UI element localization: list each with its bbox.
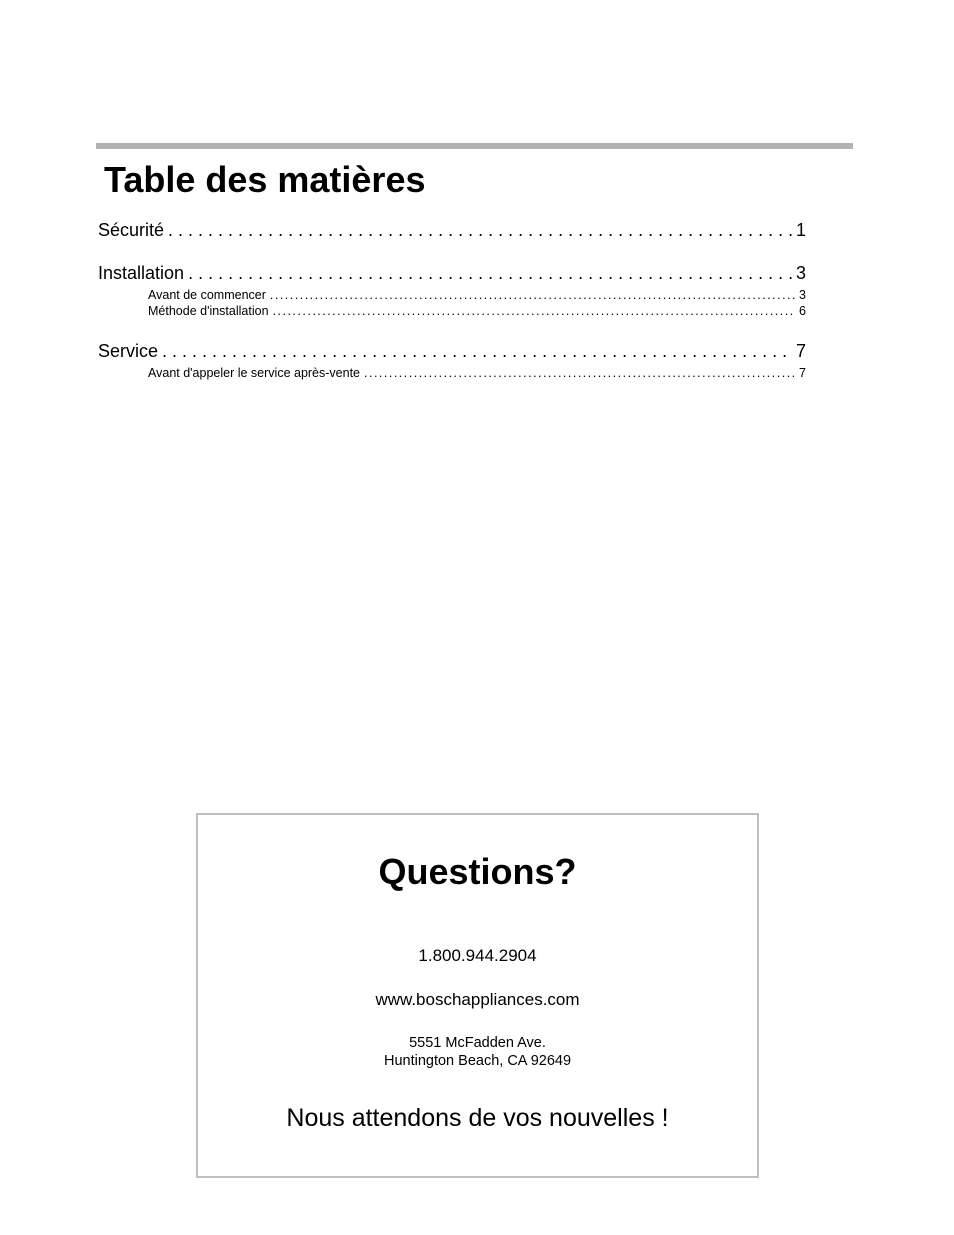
- page-title: Table des matières: [104, 159, 426, 200]
- dot-leader: [270, 288, 795, 303]
- toc-entry-page: 7: [795, 341, 806, 361]
- toc-subentry-page: 7: [799, 366, 806, 380]
- toc-subentry-methode-installation[interactable]: [148, 304, 806, 319]
- toc-entry-page: 3: [795, 263, 806, 283]
- toc-subentry-page: 6: [799, 304, 806, 318]
- questions-box: [196, 813, 759, 1178]
- dot-leader: [188, 262, 792, 284]
- toc-entry-label: Service: [98, 341, 159, 361]
- address-line-1: 5551 McFadden Ave.: [409, 1035, 546, 1051]
- toc-subentry-label: Avant de commencer: [148, 288, 266, 302]
- toc-subentry-label: Avant d'appeler le service après-vente: [148, 366, 360, 380]
- dot-leader: [364, 366, 795, 381]
- address-line-2: Huntington Beach, CA 92649: [383, 1053, 572, 1069]
- toc-subentry-label: Méthode d'installation: [148, 304, 269, 318]
- toc-entry-label: Sécurité: [98, 220, 165, 240]
- dot-leader: [162, 340, 792, 362]
- toc-subentry-page: 3: [799, 288, 806, 302]
- closing-message: Nous attendons de vos nouvelles !: [286, 1104, 669, 1132]
- toc-subentry-avant-de-commencer[interactable]: [148, 288, 806, 303]
- toc-subentry-avant-dappeler[interactable]: [148, 366, 806, 381]
- toc-entry-label: Installation: [98, 263, 185, 283]
- website-url: www.boschappliances.com: [375, 990, 580, 1009]
- toc-entry-installation[interactable]: [98, 262, 806, 284]
- dot-leader: [168, 219, 792, 241]
- top-divider: [96, 143, 853, 149]
- dot-leader: [273, 304, 796, 319]
- toc-entry-securite[interactable]: [98, 219, 806, 241]
- toc-entry-service[interactable]: [98, 340, 806, 362]
- toc-entry-page: 1: [795, 220, 806, 240]
- phone-number: 1.800.944.2904: [418, 946, 537, 965]
- questions-title: Questions?: [378, 851, 577, 892]
